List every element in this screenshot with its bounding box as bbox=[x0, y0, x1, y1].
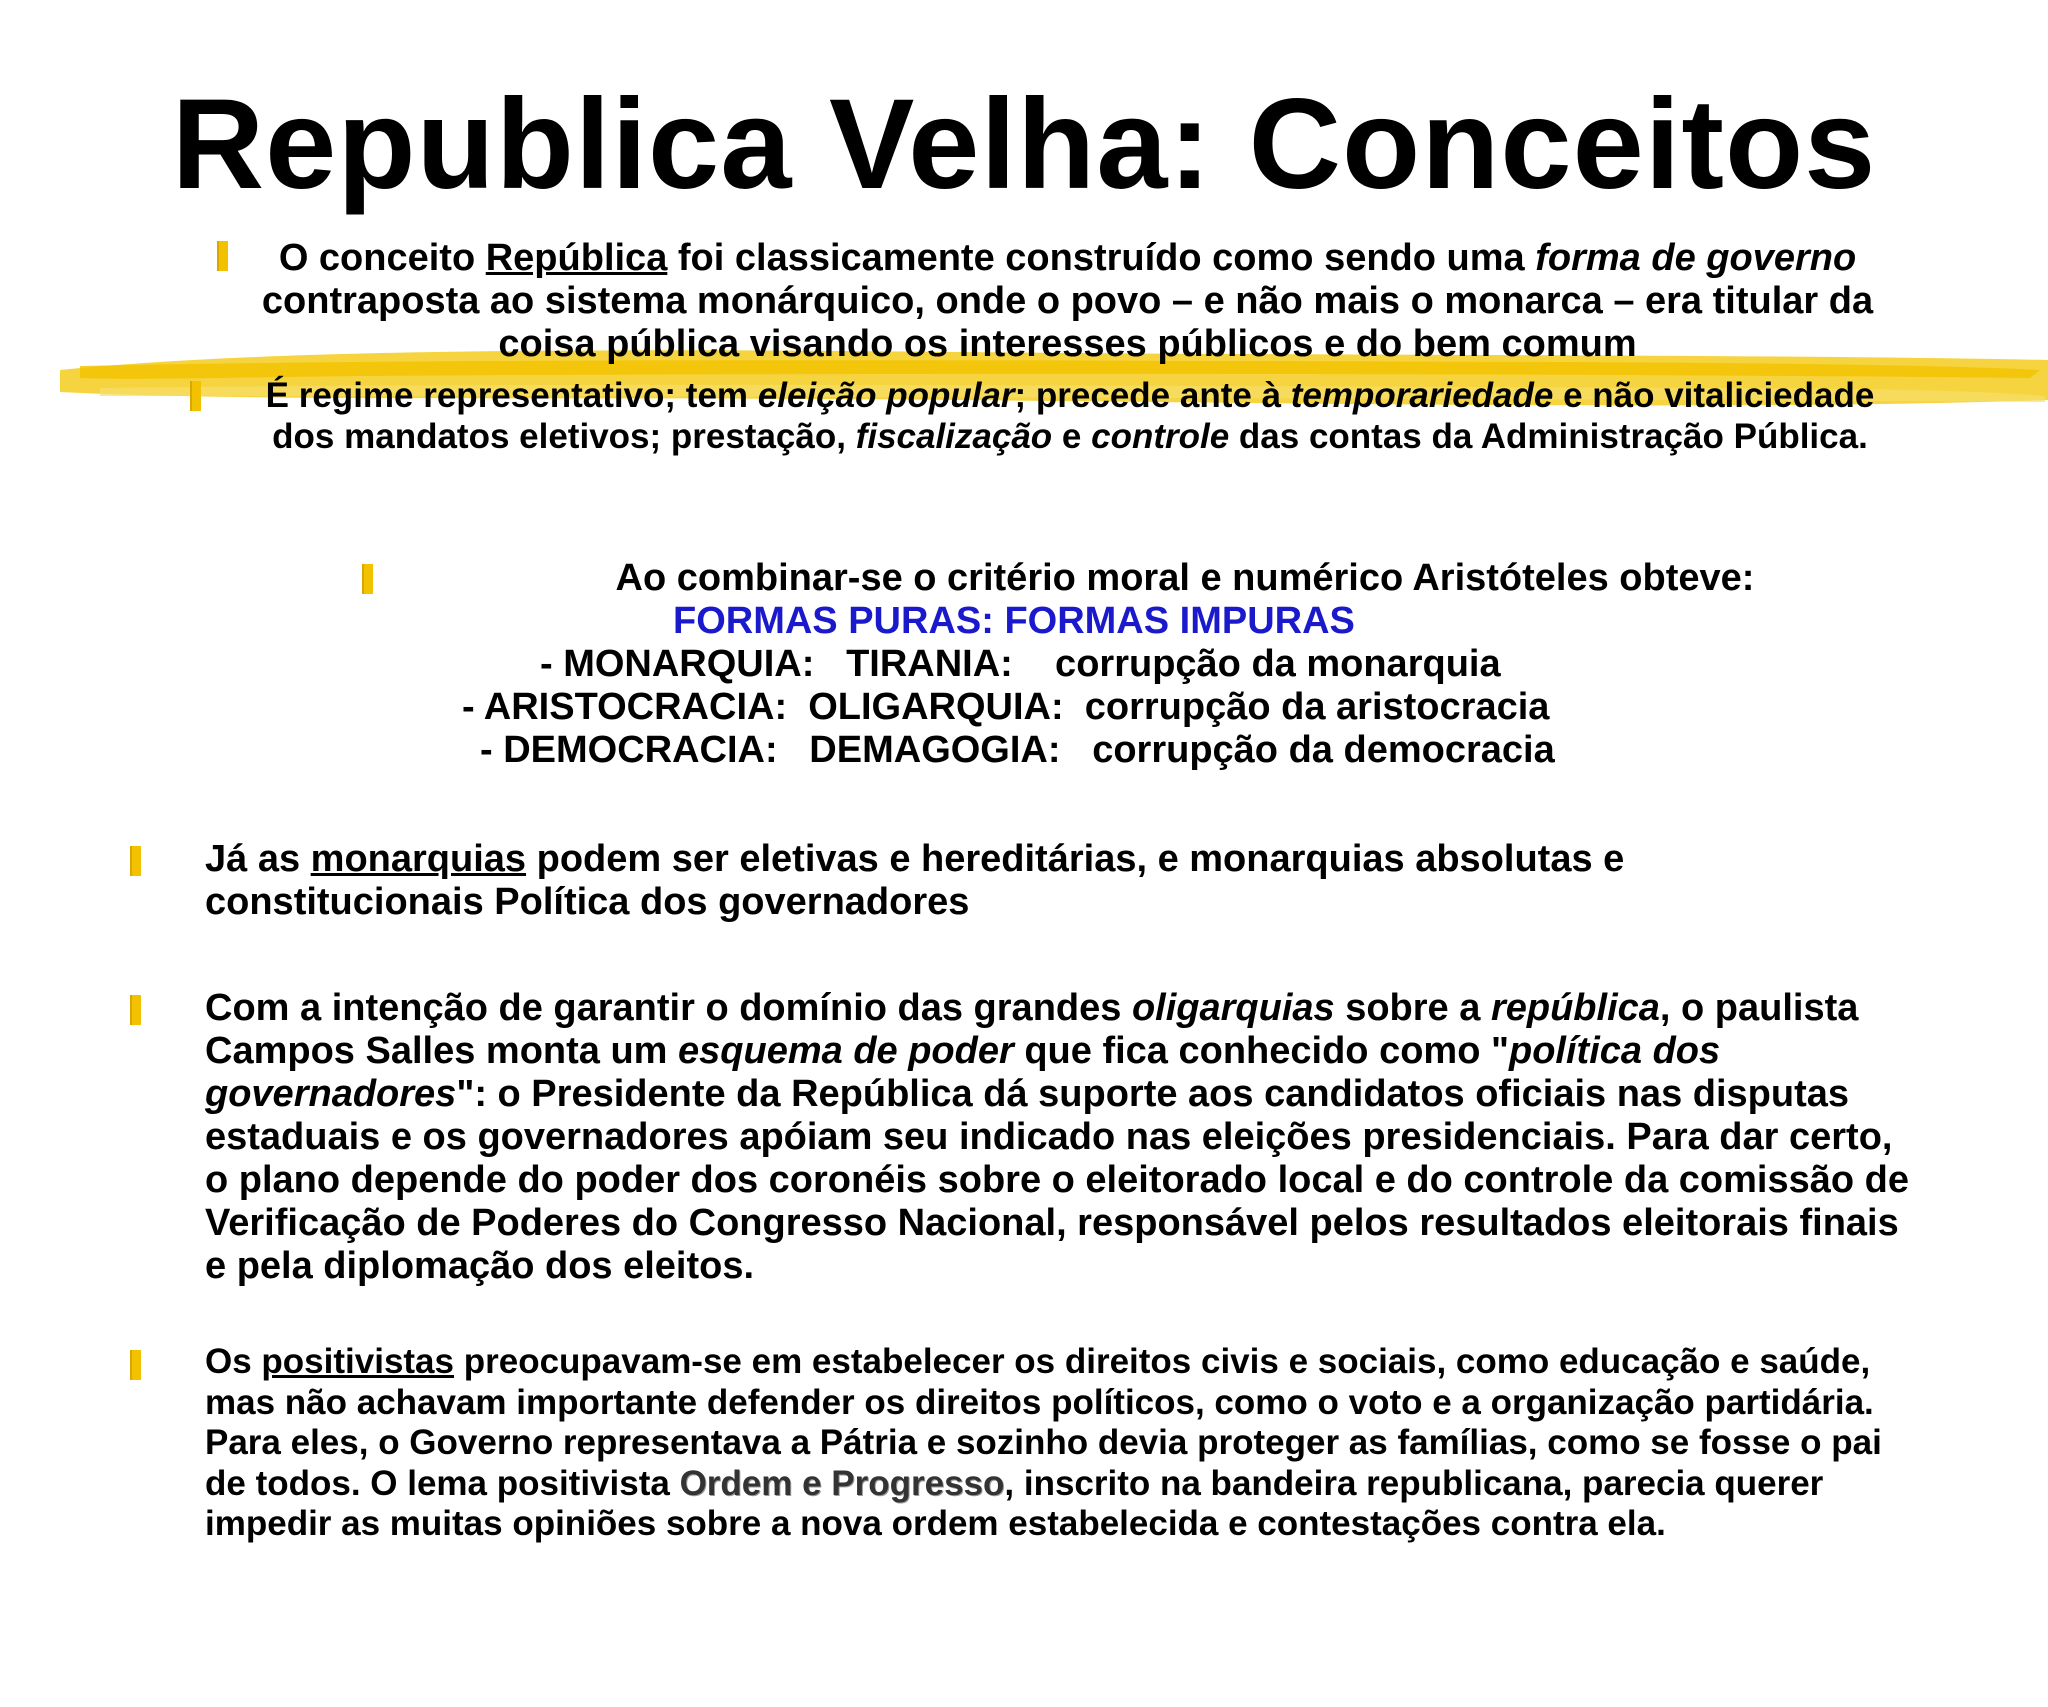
italic-term: fiscalização bbox=[855, 417, 1053, 456]
text-segment: , o paulista Campos Salles monta um bbox=[205, 987, 1859, 1072]
italic-term: oligarquias bbox=[1131, 987, 1335, 1029]
text-segment: Com a intenção de garantir o domínio das grandes bbox=[205, 987, 1132, 1029]
text-segment: contraposta ao sistema monárquico, onde o povo – e não mais o monarca – era titular da coisa pública visando os interesses públicos e do bem comum bbox=[261, 280, 1874, 365]
forms-intro: Ao combinar-se o critério moral e numérico Aristóteles obteve: bbox=[615, 557, 1755, 599]
forms-header: FORMAS PURAS: FORMAS IMPURAS bbox=[673, 600, 1355, 642]
text-segment: O conceito bbox=[278, 237, 486, 279]
bullet-marker-5 bbox=[130, 995, 141, 1025]
underlined-term-positivistas: positivistas bbox=[261, 1342, 454, 1381]
text-segment: preocupavam-se em estabelecer os direitos civis e sociais, como educação e saúde, mas não achavam importante defender os direitos políticos, como o voto e a organização partidária. Para eles, o Governo representava a Pátria e sozinho devia proteger as famílias, como se fosse o pai de todos. O lema positivista bbox=[205, 1342, 1882, 1503]
bullet-aristoteles-forms bbox=[330, 557, 2040, 772]
italic-term: república bbox=[1490, 987, 1660, 1029]
text-segment: foi classicamente construído como sendo uma bbox=[667, 237, 1536, 279]
forms-row-monarquia: - MONARQUIA: TIRANIA: corrupção da monarquia bbox=[540, 643, 1501, 685]
text-segment: ": o Presidente da República dá suporte aos candidatos oficiais nas disputas estaduais e os governadores apóiam seu indicado nas eleições presidenciais. Para dar certo, o plano depende do poder dos coronéis sobre o eleitorado local e do controle da comissão de Verificação de Poderes do Congresso Nacional, responsável pelos resultados eleitorais finais e pela diplomação dos eleitos. bbox=[205, 1073, 1909, 1287]
italic-term: política dos governadores bbox=[205, 1030, 1721, 1115]
underlined-term-monarquias: monarquias bbox=[310, 838, 527, 880]
bullet-marker-2 bbox=[190, 381, 201, 411]
motto-ordem-e-progresso: Ordem e Progresso bbox=[679, 1463, 1005, 1503]
bullet-positivistas bbox=[205, 1342, 1895, 1545]
forms-row-democracia: - DEMOCRACIA: DEMAGOGIA: corrupção da democracia bbox=[480, 729, 1555, 771]
slide-title: Republica Velha: Conceitos bbox=[171, 73, 1877, 216]
text-segment: Já as bbox=[205, 838, 311, 880]
text-segment: das contas da Administração Pública. bbox=[1229, 417, 1868, 456]
text-segment: que fica conhecido como " bbox=[1013, 1030, 1509, 1072]
text-segment: e não vitaliciedade dos mandatos eletivos; prestação, bbox=[272, 376, 1875, 456]
bullet-regime-representativo bbox=[240, 375, 1900, 457]
bullet-marker-4 bbox=[130, 846, 141, 876]
text-segment: Os bbox=[205, 1342, 262, 1381]
italic-term: eleição popular bbox=[757, 376, 1015, 415]
underlined-term-republica: República bbox=[485, 237, 668, 279]
forms-row-aristocracia: - ARISTOCRACIA: OLIGARQUIA: corrupção da aristocracia bbox=[462, 686, 1550, 728]
text-segment: , inscrito na bandeira republicana, parecia querer impedir as muitas opiniões sobre a nova ordem estabelecida e contestações contra ela. bbox=[205, 1463, 1824, 1543]
italic-term: forma de governo bbox=[1535, 237, 1857, 279]
bullet-politica-governadores bbox=[205, 987, 1925, 1288]
italic-term: temporariedade bbox=[1290, 376, 1554, 415]
text-segment: podem ser eletivas e hereditárias, e monarquias absolutas e constitucionais Política dos governadores bbox=[205, 838, 1625, 923]
text-segment: ; precede ante à bbox=[1014, 376, 1291, 415]
text-segment: sobre a bbox=[1334, 987, 1491, 1029]
text-segment: É regime representativo; tem bbox=[265, 376, 758, 415]
bullet-republica-concept bbox=[215, 237, 1920, 366]
bullet-monarquias bbox=[205, 838, 1785, 924]
italic-term: controle bbox=[1091, 417, 1230, 456]
bullet-marker-6 bbox=[130, 1350, 141, 1380]
italic-term: esquema de poder bbox=[678, 1030, 1014, 1072]
text-segment: e bbox=[1052, 417, 1092, 456]
